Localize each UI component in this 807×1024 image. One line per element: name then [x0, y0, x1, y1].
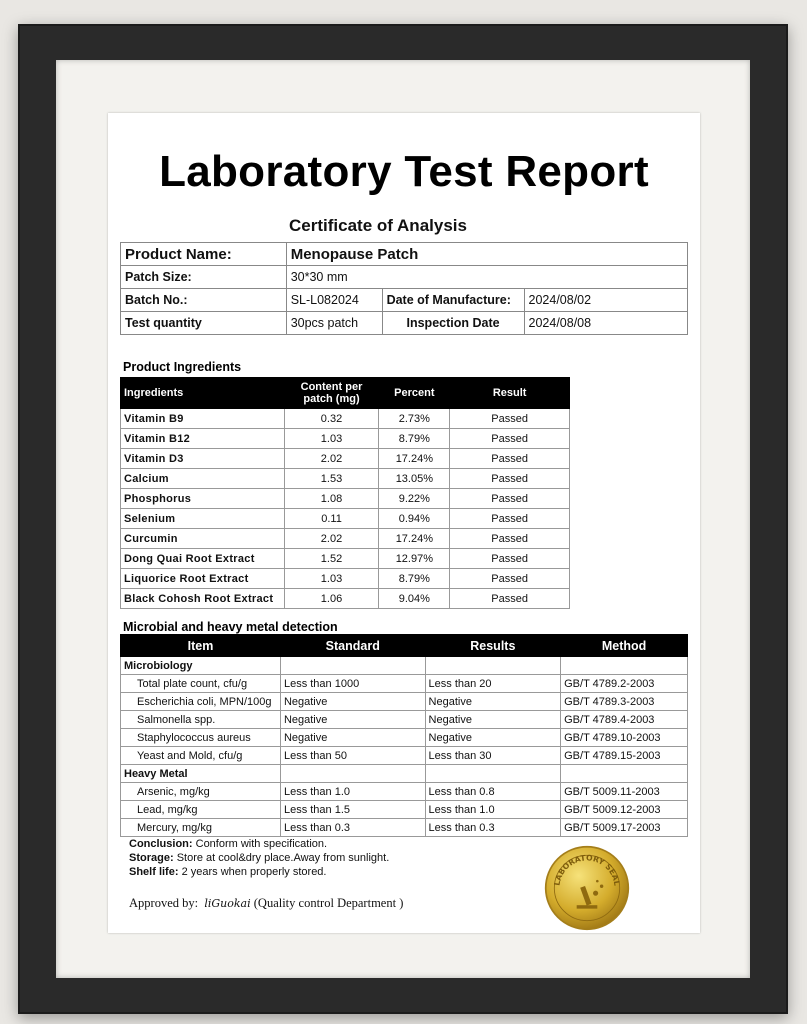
ingredient-row — [121, 589, 570, 609]
test-standard: Less than 0.3 — [280, 819, 425, 837]
test-row — [121, 675, 688, 693]
quantity-value: 30pcs patch — [286, 312, 382, 335]
manufacture-label: Date of Manufacture: — [382, 289, 524, 312]
test-method: GB/T 4789.15-2003 — [561, 747, 688, 765]
ingredient-percent: 17.24% — [379, 449, 450, 469]
test-method: GB/T 4789.10-2003 — [561, 729, 688, 747]
ingredient-percent: 2.73% — [379, 409, 450, 429]
ingredient-row — [121, 549, 570, 569]
test-standard: Negative — [280, 729, 425, 747]
test-standard: Less than 1000 — [280, 675, 425, 693]
shelf-life-text: 2 years when properly stored. — [181, 866, 327, 878]
conclusion-label: Conclusion: — [129, 838, 193, 850]
ingredient-row — [121, 449, 570, 469]
patch-size-value: 30*30 mm — [286, 266, 687, 289]
microbial-table — [120, 634, 688, 837]
test-method: GB/T 4789.2-2003 — [561, 675, 688, 693]
report-document — [108, 113, 700, 933]
ingredients-section-title: Product Ingredients — [123, 360, 242, 374]
test-result: Negative — [425, 729, 561, 747]
ingredient-name: Vitamin D3 — [121, 449, 285, 469]
ingredient-result: Passed — [450, 469, 570, 489]
ingredient-row — [121, 409, 570, 429]
patch-size-label: Patch Size: — [121, 266, 287, 289]
test-row — [121, 801, 688, 819]
report-title: Laboratory Test Report — [159, 147, 649, 196]
microbial-header-standard: Standard — [280, 635, 425, 657]
ingredient-content: 1.52 — [284, 549, 379, 569]
ingredient-name: Liquorice Root Extract — [121, 569, 285, 589]
batch-label: Batch No.: — [121, 289, 287, 312]
test-item: Yeast and Mold, cfu/g — [121, 747, 281, 765]
approver-department: (Quality control Department ) — [253, 896, 404, 910]
microbiology-category — [121, 657, 688, 675]
ingredients-header-result: Result — [450, 378, 570, 409]
ingredient-name: Calcium — [121, 469, 285, 489]
ingredient-name: Curcumin — [121, 529, 285, 549]
test-result: Less than 30 — [425, 747, 561, 765]
ingredient-name: Vitamin B12 — [121, 429, 285, 449]
manufacture-value: 2024/08/02 — [524, 289, 687, 312]
gold-seal-icon — [544, 845, 630, 931]
shelf-life-line — [129, 865, 389, 879]
test-row — [121, 711, 688, 729]
ingredient-row — [121, 429, 570, 449]
ingredient-name: Phosphorus — [121, 489, 285, 509]
ingredient-content: 1.03 — [284, 569, 379, 589]
ingredient-result: Passed — [450, 409, 570, 429]
ingredient-content: 1.03 — [284, 429, 379, 449]
quantity-label: Test quantity — [121, 312, 287, 335]
heavy-metal-category-label: Heavy Metal — [121, 765, 281, 783]
product-info-table — [120, 242, 688, 335]
ingredients-header-percent: Percent — [379, 378, 450, 409]
test-item: Mercury, mg/kg — [121, 819, 281, 837]
ingredient-name: Vitamin B9 — [121, 409, 285, 429]
ingredient-row — [121, 509, 570, 529]
microbiology-category-label: Microbiology — [121, 657, 281, 675]
ingredient-row — [121, 489, 570, 509]
test-standard: Less than 1.0 — [280, 783, 425, 801]
empty-cell — [561, 657, 688, 675]
test-row — [121, 729, 688, 747]
ingredient-name: Dong Quai Root Extract — [121, 549, 285, 569]
ingredient-percent: 12.97% — [379, 549, 450, 569]
ingredient-content: 2.02 — [284, 449, 379, 469]
inspection-value: 2024/08/08 — [524, 312, 687, 335]
seal-text: LABORATORY SEAL — [552, 853, 622, 887]
approval-line — [129, 896, 403, 911]
conclusion-block — [129, 837, 389, 879]
shelf-life-label: Shelf life: — [129, 866, 179, 878]
ingredient-percent: 9.04% — [379, 589, 450, 609]
test-item: Arsenic, mg/kg — [121, 783, 281, 801]
test-result: Negative — [425, 711, 561, 729]
approved-by-label: Approved by: — [129, 896, 199, 910]
ingredient-result: Passed — [450, 489, 570, 509]
ingredient-result: Passed — [450, 429, 570, 449]
microbial-section-title: Microbial and heavy metal detection — [123, 620, 338, 634]
ingredient-percent: 13.05% — [379, 469, 450, 489]
test-item: Salmonella spp. — [121, 711, 281, 729]
ingredient-percent: 17.24% — [379, 529, 450, 549]
ingredient-percent: 8.79% — [379, 429, 450, 449]
test-standard: Less than 50 — [280, 747, 425, 765]
ingredient-result: Passed — [450, 509, 570, 529]
test-standard: Negative — [280, 711, 425, 729]
test-item: Escherichia coli, MPN/100g — [121, 693, 281, 711]
test-standard: Less than 1.5 — [280, 801, 425, 819]
product-name-value: Menopause Patch — [286, 243, 687, 266]
ingredient-result: Passed — [450, 549, 570, 569]
report-subtitle: Certificate of Analysis — [289, 216, 467, 235]
empty-cell — [561, 765, 688, 783]
test-method: GB/T 4789.4-2003 — [561, 711, 688, 729]
ingredient-result: Passed — [450, 449, 570, 469]
test-method: GB/T 5009.17-2003 — [561, 819, 688, 837]
storage-text: Store at cool&dry place.Away from sunlight. — [176, 852, 390, 864]
test-result: Less than 1.0 — [425, 801, 561, 819]
microbial-header-method: Method — [561, 635, 688, 657]
empty-cell — [425, 765, 561, 783]
ingredient-row — [121, 469, 570, 489]
test-result: Less than 20 — [425, 675, 561, 693]
ingredient-row — [121, 569, 570, 589]
ingredient-content: 0.11 — [284, 509, 379, 529]
storage-label: Storage: — [129, 852, 174, 864]
test-result: Less than 0.3 — [425, 819, 561, 837]
test-item: Staphylococcus aureus — [121, 729, 281, 747]
empty-cell — [280, 765, 425, 783]
ingredient-result: Passed — [450, 569, 570, 589]
ingredient-percent: 8.79% — [379, 569, 450, 589]
ingredient-name: Black Cohosh Root Extract — [121, 589, 285, 609]
ingredients-header-name: Ingredients — [121, 378, 285, 409]
test-row — [121, 819, 688, 837]
ingredients-header-content: Content per patch (mg) — [284, 378, 379, 409]
ingredient-content: 1.08 — [284, 489, 379, 509]
ingredient-result: Passed — [450, 589, 570, 609]
test-row — [121, 783, 688, 801]
ingredient-percent: 9.22% — [379, 489, 450, 509]
test-result: Less than 0.8 — [425, 783, 561, 801]
batch-value: SL-L082024 — [286, 289, 382, 312]
test-row — [121, 747, 688, 765]
ingredients-table — [120, 377, 570, 609]
product-name-label: Product Name: — [121, 243, 287, 266]
conclusion-line — [129, 837, 389, 851]
test-method: GB/T 4789.3-2003 — [561, 693, 688, 711]
conclusion-text: Conform with specification. — [195, 838, 328, 850]
inspection-label: Inspection Date — [382, 312, 524, 335]
test-item: Total plate count, cfu/g — [121, 675, 281, 693]
heavy-metal-category — [121, 765, 688, 783]
storage-line — [129, 851, 389, 865]
ingredient-result: Passed — [450, 529, 570, 549]
ingredient-name: Selenium — [121, 509, 285, 529]
empty-cell — [425, 657, 561, 675]
test-row — [121, 693, 688, 711]
approver-signature: liGuokai — [204, 897, 251, 910]
ingredient-content: 0.32 — [284, 409, 379, 429]
test-standard: Negative — [280, 693, 425, 711]
ingredient-content: 1.53 — [284, 469, 379, 489]
test-item: Lead, mg/kg — [121, 801, 281, 819]
test-method: GB/T 5009.11-2003 — [561, 783, 688, 801]
ingredient-row — [121, 529, 570, 549]
ingredient-percent: 0.94% — [379, 509, 450, 529]
empty-cell — [280, 657, 425, 675]
ingredient-content: 1.06 — [284, 589, 379, 609]
test-method: GB/T 5009.12-2003 — [561, 801, 688, 819]
test-result: Negative — [425, 693, 561, 711]
ingredient-content: 2.02 — [284, 529, 379, 549]
microbial-header-item: Item — [121, 635, 281, 657]
microbial-header-results: Results — [425, 635, 561, 657]
